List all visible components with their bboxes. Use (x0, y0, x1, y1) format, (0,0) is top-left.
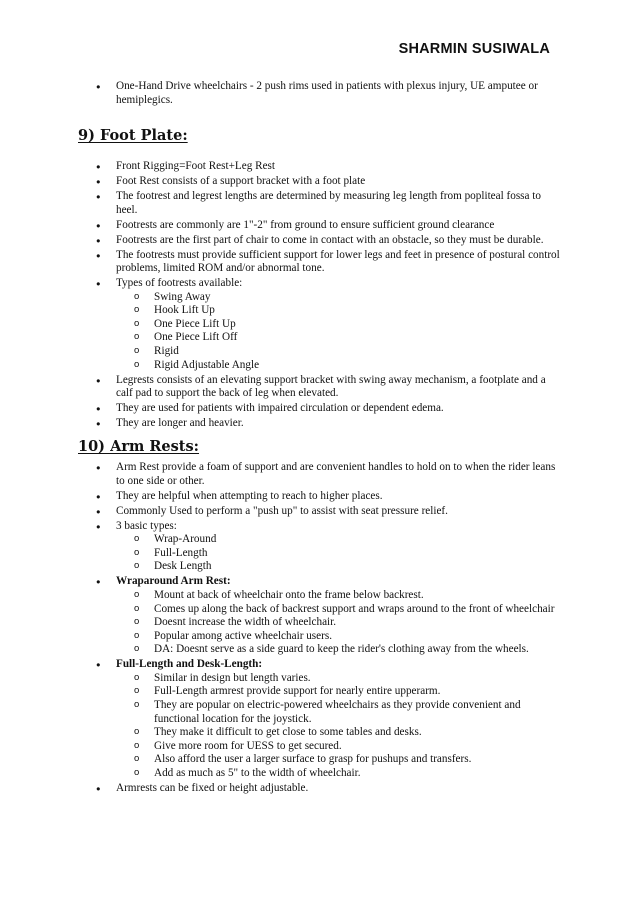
sub-list-item: o Hook Lift Up (116, 304, 564, 318)
list-item-basic-types (96, 520, 564, 574)
basic-types-list (116, 533, 564, 574)
list-item: ● Foot Rest consists of a support bracket with a foot plate (96, 175, 564, 189)
arm-rests-list (96, 461, 564, 797)
author-header: SHARMIN SUSIWALA (398, 41, 550, 57)
list-item: ● One-Hand Drive wheelchairs - 2 push rims used in patients with plexus injury, UE amputee or hemiplegics. (96, 80, 564, 107)
list-item-label: Types of footrests available: (116, 277, 243, 290)
footrest-types-list (116, 291, 564, 373)
list-item: ● They are used for patients with impaired circulation or dependent edema. (96, 402, 564, 416)
sub-list-item: o They make it difficult to get close to some tables and desks. (116, 726, 564, 740)
sub-list-item: o Doesnt increase the width of wheelchair. (116, 616, 564, 630)
list-item: ● The footrests must provide sufficient support for lower legs and feet in presence of postural control problems, limited ROM and/or abnormal tone. (96, 249, 564, 276)
sub-list-item: o Swing Away (116, 291, 564, 305)
sub-list-item: o Popular among active wheelchair users. (116, 630, 564, 644)
list-item: ● Legrests consists of an elevating support bracket with swing away mechanism, a footplate and a calf pad to support the back of leg when elevated. (96, 374, 564, 401)
sub-list-item: o Give more room for UESS to get secured. (116, 740, 564, 754)
list-item-label: Wraparound Arm Rest: (116, 575, 231, 588)
sub-list-item: o Also afford the user a larger surface to grasp for pushups and transfers. (116, 753, 564, 767)
foot-plate-list (96, 160, 564, 432)
section-heading-foot-plate: 9) Foot Plate: (78, 127, 188, 144)
list-item: ● Front Rigging=Foot Rest+Leg Rest (96, 160, 564, 174)
sub-list-item: o Full-Length armrest provide support for nearly entire upperarm. (116, 685, 564, 699)
sub-list-item: o One Piece Lift Off (116, 331, 564, 345)
list-item: ● Arm Rest provide a foam of support and are convenient handles to hold on to when the rider leans to one side or other. (96, 461, 564, 488)
section-heading-arm-rests: 10) Arm Rests: (78, 438, 200, 455)
list-item-wraparound (96, 575, 564, 657)
list-item-label: 3 basic types: (116, 519, 177, 532)
list-item: ● Footrests are the first part of chair to come in contact with an obstacle, so they must be durable. (96, 234, 564, 248)
sub-list-item: o Wrap-Around (116, 533, 564, 547)
list-item: ● Armrests can be fixed or height adjustable. (96, 782, 564, 796)
sub-list-item: o Full-Length (116, 547, 564, 561)
full-desk-length-list (116, 672, 564, 781)
sub-list-item: o One Piece Lift Up (116, 318, 564, 332)
list-item-footrest-types (96, 277, 564, 372)
sub-list-item: o Comes up along the back of backrest support and wraps around to the front of wheelchair (116, 603, 564, 617)
sub-list-item: o They are popular on electric-powered wheelchairs as they provide convenient and functional location for the joystick. (116, 699, 564, 726)
sub-list-item: o Rigid (116, 345, 564, 359)
sub-list-item: o Similar in design but length varies. (116, 672, 564, 686)
sub-list-item: o Rigid Adjustable Angle (116, 359, 564, 373)
list-item: ● Commonly Used to perform a "push up" to assist with seat pressure relief. (96, 505, 564, 519)
sub-list-item: o Mount at back of wheelchair onto the frame below backrest. (116, 589, 564, 603)
list-item: ● Footrests are commonly are 1"-2" from ground to ensure sufficient ground clearance (96, 219, 564, 233)
list-item: ● They are helpful when attempting to reach to higher places. (96, 490, 564, 504)
list-item: ● The footrest and legrest lengths are determined by measuring leg length from popliteal fossa to heel. (96, 190, 564, 217)
list-item-full-desk-length (96, 658, 564, 780)
intro-list (96, 80, 564, 109)
sub-list-item: o Desk Length (116, 560, 564, 574)
wraparound-list (116, 589, 564, 657)
sub-list-item: o DA: Doesnt serve as a side guard to keep the rider's clothing away from the wheels. (116, 643, 564, 657)
sub-list-item: o Add as much as 5" to the width of wheelchair. (116, 767, 564, 781)
list-item: ● They are longer and heavier. (96, 417, 564, 431)
list-item-label: Full-Length and Desk-Length: (116, 658, 263, 671)
